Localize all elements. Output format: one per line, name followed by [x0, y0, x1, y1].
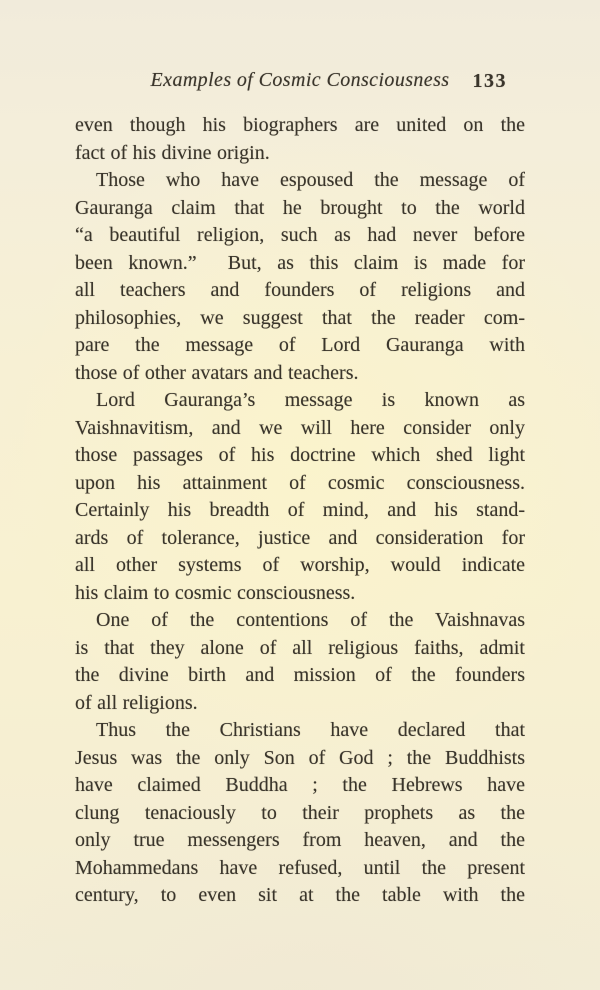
text-line: Those who have espoused the message of — [96, 169, 525, 191]
paragraph — [75, 387, 525, 607]
text-line: fact of his divine origin. — [75, 141, 270, 164]
text-line: his claim to cosmic consciousness. — [75, 581, 356, 604]
text-line: of all religions. — [75, 691, 198, 714]
text-line: ards of tolerance, justice and consideration for — [75, 526, 525, 549]
text-line: One of the contentions of the Vaishnavas — [96, 609, 525, 631]
text-line: Vaishnavitism, and we will here consider only — [75, 416, 525, 439]
paragraph — [75, 167, 525, 387]
text-line: pare the message of Lord Gauranga with — [75, 334, 525, 356]
running-header-title: Examples of Cosmic Consciousness — [150, 69, 450, 91]
text-line: Gauranga claim that he brought to the world — [75, 196, 525, 219]
text-line: even though his biographers are united on the — [75, 114, 525, 136]
text-line: all teachers and founders of religions and — [75, 279, 525, 301]
paragraph — [75, 112, 525, 167]
text-line: Thus the Christians have declared that — [96, 719, 525, 741]
text-line: all other systems of worship, would indicate — [75, 554, 525, 576]
text-line: Certainly his breadth of mind, and his stand- — [75, 499, 525, 521]
text-line: the divine birth and mission of the founders — [75, 664, 525, 686]
text-line: have claimed Buddha ; the Hebrews have — [75, 774, 525, 796]
text-line: Jesus was the only Son of God ; the Buddhists — [75, 746, 525, 769]
text-line: those passages of his doctrine which shed light — [75, 444, 525, 466]
text-line: “a beautiful religion, such as had never before — [75, 224, 525, 246]
paragraph — [75, 607, 525, 717]
page-number: 133 — [472, 70, 507, 92]
text-line: upon his attainment of cosmic consciousness. — [75, 471, 525, 494]
text-line: is that they alone of all religious faiths, admit — [75, 636, 525, 659]
text-line: clung tenaciously to their prophets as the — [75, 801, 525, 824]
page-text — [75, 112, 525, 910]
paragraph — [75, 717, 525, 910]
text-line: Lord Gauranga’s message is known as — [96, 389, 525, 411]
text-line: been known.” But, as this claim is made for — [75, 251, 525, 274]
text-line: Mohammedans have refused, until the present — [75, 856, 525, 879]
text-line: those of other avatars and teachers. — [75, 361, 359, 384]
text-line: philosophies, we suggest that the reader com- — [75, 306, 525, 329]
text-line: century, to even sit at the table with the — [75, 884, 525, 906]
text-line: only true messengers from heaven, and the — [75, 829, 525, 851]
running-header — [75, 69, 525, 92]
